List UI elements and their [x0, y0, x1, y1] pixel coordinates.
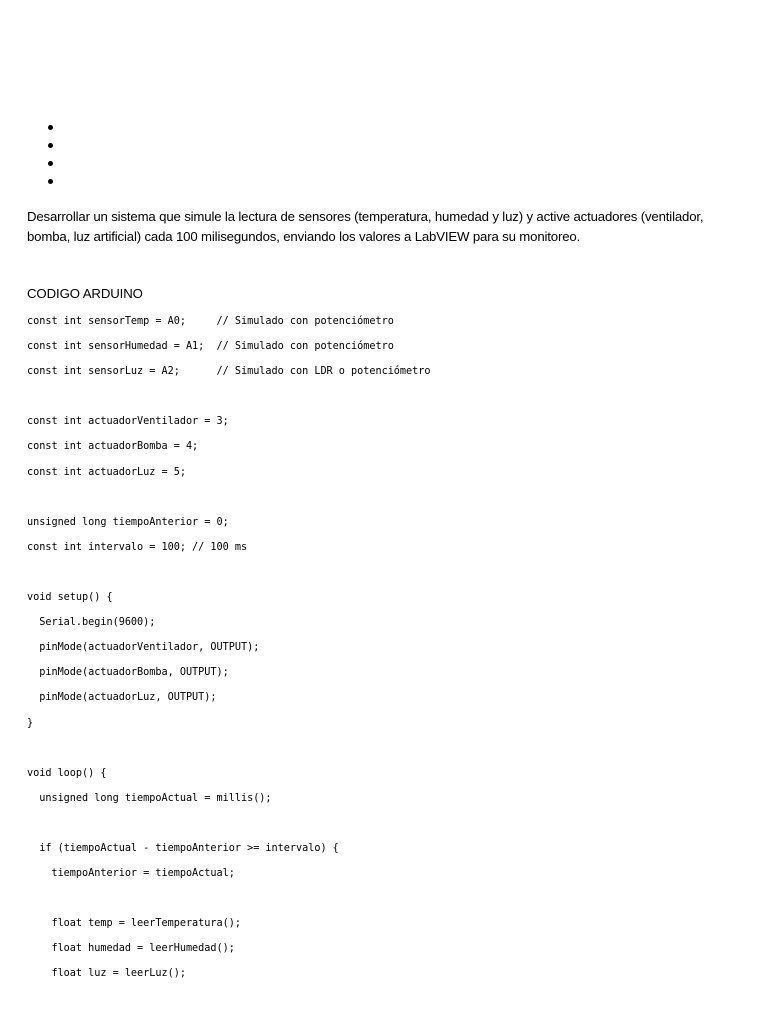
code-line: const int actuadorVentilador = 3;: [27, 416, 229, 428]
bullet-item: [0, 155, 100, 173]
code-line: unsigned long tiempoAnterior = 0;: [27, 516, 229, 528]
bullet-item: [0, 137, 100, 155]
code-line: [27, 890, 747, 915]
code-line: pinMode(actuadorLuz, OUTPUT);: [27, 692, 217, 704]
code-line: float temp = leerTemperatura();: [27, 918, 241, 930]
code-line: tiempoAnterior = tiempoActual;: [27, 868, 235, 880]
section-heading: CODIGO ARDUINO: [27, 286, 143, 301]
code-line: unsigned long tiempoActual = millis();: [27, 792, 272, 804]
code-line: [27, 388, 747, 413]
empty-bullet-list: [0, 119, 100, 191]
bullet-dot-icon: [48, 125, 53, 130]
code-line: [27, 564, 747, 589]
code-line: }: [27, 717, 34, 729]
code-line: if (tiempoActual - tiempoAnterior >= intervalo) {: [27, 842, 339, 854]
code-line: void loop() {: [27, 767, 107, 779]
code-line: const int sensorTemp = A0; // Simulado con potenciómetro: [27, 316, 394, 327]
code-line: const int sensorLuz = A2; // Simulado con LDR o potenciómetro: [27, 366, 431, 378]
code-line: const int actuadorBomba = 4;: [27, 441, 199, 453]
code-block: [27, 313, 747, 991]
code-line: [27, 489, 747, 514]
code-line: float humedad = leerHumedad();: [27, 943, 235, 955]
code-line: pinMode(actuadorBomba, OUTPUT);: [27, 667, 229, 679]
bullet-dot-icon: [48, 179, 53, 184]
code-line: void setup() {: [27, 592, 113, 604]
bullet-dot-icon: [48, 143, 53, 148]
code-line: const int actuadorLuz = 5;: [27, 466, 186, 478]
code-line: const int sensorHumedad = A1; // Simulado con potenciómetro: [27, 341, 394, 353]
code-line: [27, 815, 747, 840]
code-line: float luz = leerLuz();: [27, 968, 186, 980]
code-line: pinMode(actuadorVentilador, OUTPUT);: [27, 642, 260, 654]
code-line: [27, 740, 747, 765]
bullet-dot-icon: [48, 161, 53, 166]
bullet-item: [0, 119, 100, 137]
intro-paragraph: Desarrollar un sistema que simule la lectura de sensores (temperatura, humedad y luz) y active actuadores (ventilador, bomba, luz artificial) cada 100 milisegundos, enviando los valores a LabVIEW para su monitoreo.: [27, 209, 704, 244]
code-line: const int intervalo = 100; // 100 ms: [27, 541, 248, 553]
bullet-item: [0, 173, 100, 191]
code-line: Serial.begin(9600);: [27, 617, 156, 629]
